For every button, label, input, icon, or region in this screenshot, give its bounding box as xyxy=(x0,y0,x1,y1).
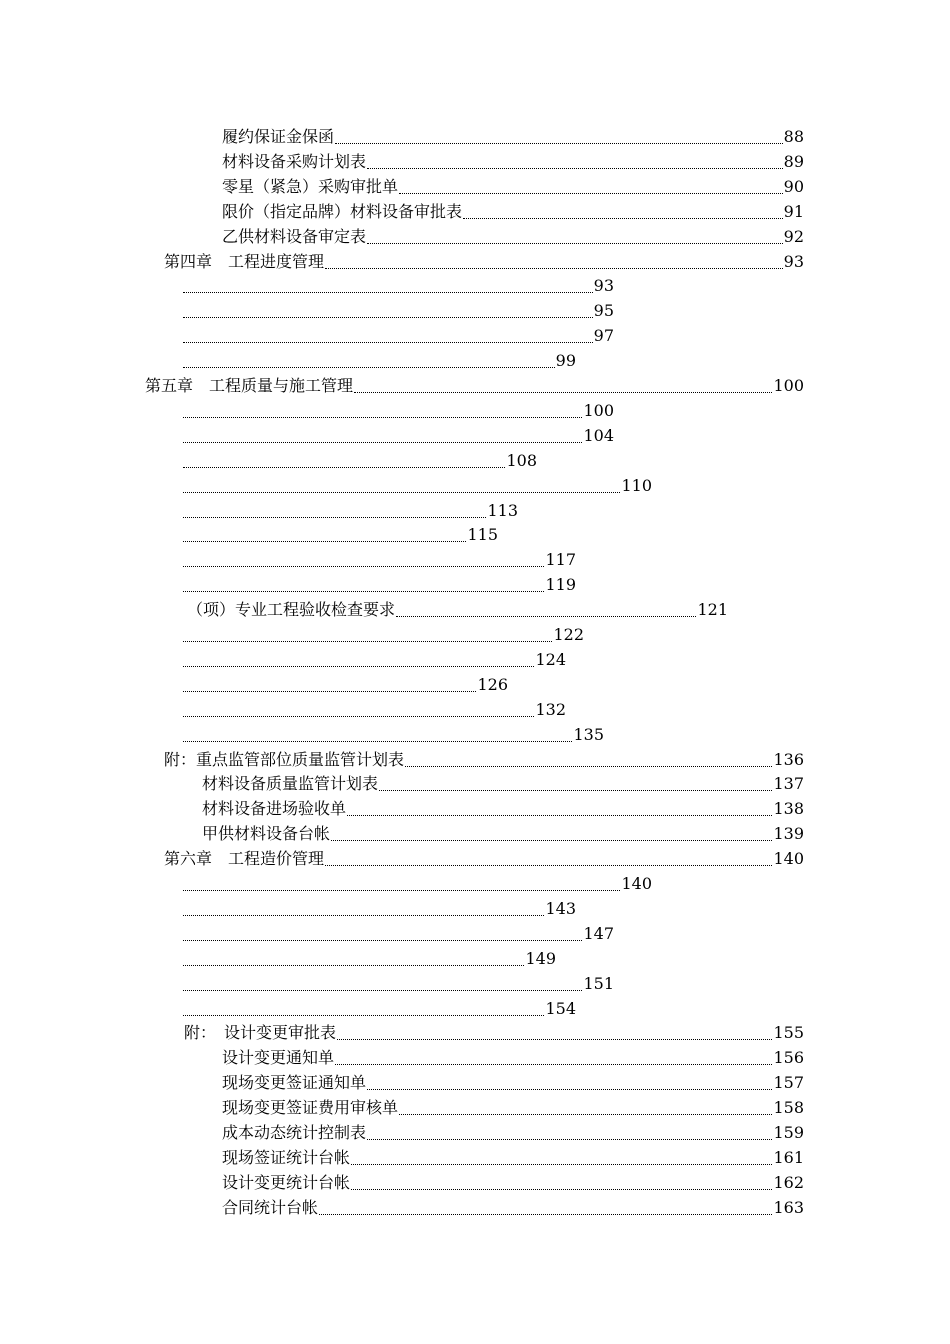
toc-entry[interactable] xyxy=(202,771,804,796)
toc-entry-title: 材料设备进场验收单 xyxy=(202,799,347,819)
toc-dot-leader xyxy=(183,292,593,293)
toc-dot-leader xyxy=(183,342,593,343)
toc-dot-leader xyxy=(183,367,555,368)
toc-dot-leader xyxy=(183,442,582,443)
toc-entry-title: 设计变更通知单 xyxy=(222,1048,335,1068)
toc-entry-page-number: 100 xyxy=(773,376,804,395)
toc-dot-leader xyxy=(183,467,505,468)
toc-entry[interactable] xyxy=(182,448,537,473)
toc-dot-leader xyxy=(335,1064,772,1065)
toc-dot-leader xyxy=(367,168,783,169)
toc-entry[interactable] xyxy=(222,149,804,174)
toc-entry-title: 合同统计台帐 xyxy=(222,1197,319,1217)
toc-entry-page-number: 92 xyxy=(783,226,804,246)
toc-entry-page-number: 136 xyxy=(773,749,804,769)
toc-dot-leader xyxy=(183,1015,544,1016)
toc-entry-page-number: 91 xyxy=(783,201,804,221)
toc-entry[interactable] xyxy=(222,1145,804,1170)
toc-entry-page-number: 115 xyxy=(467,525,498,545)
toc-dot-leader xyxy=(183,517,486,518)
toc-entry[interactable] xyxy=(182,547,576,572)
toc-dot-leader xyxy=(367,1089,772,1090)
toc-entry[interactable] xyxy=(182,498,518,523)
toc-entry[interactable] xyxy=(164,249,804,274)
toc-entry-page-number: 117 xyxy=(545,550,576,570)
toc-entry-page-number: 93 xyxy=(593,276,614,296)
toc-entry-title: 成本动态统计控制表 xyxy=(222,1123,367,1142)
toc-entry[interactable] xyxy=(182,672,508,697)
toc-entry-title: 现场变更签证费用审核单 xyxy=(222,1098,399,1118)
toc-entry[interactable] xyxy=(222,1170,804,1195)
toc-entry-page-number: 95 xyxy=(593,301,614,321)
toc-dot-leader xyxy=(335,143,783,144)
toc-dot-leader xyxy=(183,666,534,667)
toc-entry[interactable] xyxy=(222,1045,804,1070)
toc-entry-page-number: 135 xyxy=(573,724,604,744)
toc-entry-title: 乙供材料设备审定表 xyxy=(222,226,367,246)
toc-entry[interactable] xyxy=(164,846,804,871)
toc-entry-title: 限价（指定品牌）材料设备审批表 xyxy=(222,201,463,221)
toc-entry-page-number: 143 xyxy=(545,898,576,918)
toc-entry[interactable] xyxy=(182,921,614,946)
toc-entry-page-number: 162 xyxy=(773,1172,804,1192)
toc-entry[interactable] xyxy=(182,622,584,647)
toc-entry-page-number: 119 xyxy=(545,575,576,595)
toc-entry-page-number: 147 xyxy=(583,923,614,943)
toc-dot-leader xyxy=(399,1114,772,1115)
toc-dot-leader xyxy=(183,417,582,418)
toc-entry-title: 设计变更统计台帐 xyxy=(222,1172,351,1192)
toc-dot-leader xyxy=(183,566,544,567)
toc-entry-page-number: 140 xyxy=(621,874,652,893)
toc-entry-page-number: 90 xyxy=(783,176,804,196)
toc-entry[interactable] xyxy=(222,224,804,249)
toc-entry-title: 零星（紧急）采购审批单 xyxy=(222,176,399,196)
toc-entry-page-number: 88 xyxy=(783,127,804,146)
toc-entry-page-number: 139 xyxy=(773,824,804,844)
toc-entry-page-number: 126 xyxy=(477,674,508,694)
toc-entry-page-number: 158 xyxy=(773,1098,804,1118)
toc-entry[interactable] xyxy=(222,199,804,224)
toc-entry[interactable] xyxy=(182,722,604,747)
toc-entry[interactable] xyxy=(182,871,652,896)
toc-entry-page-number: 110 xyxy=(621,475,652,495)
toc-entry-page-number: 100 xyxy=(583,400,614,420)
toc-entry-title: 现场变更签证通知单 xyxy=(222,1073,367,1093)
toc-entry-title: 材料设备质量监管计划表 xyxy=(202,774,379,794)
toc-entry[interactable] xyxy=(182,522,498,547)
toc-entry-title: 第四章 工程进度管理 xyxy=(164,251,325,271)
toc-dot-leader xyxy=(183,591,544,592)
toc-dot-leader xyxy=(183,492,620,493)
toc-entry[interactable] xyxy=(182,697,566,722)
toc-entry-page-number: 132 xyxy=(535,699,566,719)
toc-entry[interactable] xyxy=(182,896,576,921)
toc-dot-leader xyxy=(183,965,524,966)
toc-entry[interactable] xyxy=(222,1195,804,1220)
toc-entry[interactable] xyxy=(222,1120,804,1145)
toc-entry[interactable] xyxy=(187,597,728,622)
toc-entry[interactable] xyxy=(182,348,576,373)
toc-dot-leader xyxy=(331,840,772,841)
toc-entry-page-number: 155 xyxy=(773,1023,804,1043)
toc-entry[interactable] xyxy=(184,1020,804,1045)
toc-dot-leader xyxy=(183,641,552,642)
toc-entry-page-number: 163 xyxy=(773,1197,804,1217)
toc-dot-leader xyxy=(351,1189,772,1190)
toc-dot-leader xyxy=(183,990,582,991)
toc-dot-leader xyxy=(183,541,466,542)
toc-entry-page-number: 161 xyxy=(773,1147,804,1167)
toc-dot-leader xyxy=(183,940,582,941)
toc-dot-leader xyxy=(354,392,772,393)
toc-dot-leader xyxy=(351,1164,772,1165)
toc-entry[interactable] xyxy=(182,971,614,996)
toc-entry-page-number: 157 xyxy=(773,1073,804,1093)
toc-entry-page-number: 159 xyxy=(773,1123,804,1142)
toc-dot-leader xyxy=(379,790,772,791)
toc-entry-page-number: 121 xyxy=(697,600,728,620)
toc-entry-page-number: 89 xyxy=(783,151,804,171)
toc-entry-title: 附：重点监管部位质量监管计划表 xyxy=(164,749,405,769)
toc-entry[interactable] xyxy=(182,996,576,1021)
toc-entry-page-number: 99 xyxy=(555,351,576,371)
toc-entry-title: 现场签证统计台帐 xyxy=(222,1147,351,1167)
toc-entry[interactable] xyxy=(222,124,804,149)
toc-dot-leader xyxy=(319,1214,772,1215)
toc-dot-leader xyxy=(463,218,783,219)
toc-dot-leader xyxy=(367,243,783,244)
toc-entry-title: 附： 设计变更审批表 xyxy=(184,1023,337,1043)
toc-entry[interactable] xyxy=(182,273,614,298)
toc-dot-leader xyxy=(347,815,772,816)
toc-entry-page-number: 113 xyxy=(487,500,518,520)
toc-entry-page-number: 140 xyxy=(773,849,804,869)
toc-dot-leader xyxy=(405,766,772,767)
toc-entry[interactable] xyxy=(182,398,614,423)
toc-entry[interactable] xyxy=(164,747,804,772)
toc-dot-leader xyxy=(325,865,772,866)
toc-dot-leader xyxy=(183,915,544,916)
toc-dot-leader xyxy=(183,890,620,891)
toc-entry[interactable] xyxy=(182,647,566,672)
toc-entry[interactable] xyxy=(182,946,556,971)
toc-entry[interactable] xyxy=(182,473,652,498)
toc-entry-title: 材料设备采购计划表 xyxy=(222,151,367,171)
toc-entry-page-number: 97 xyxy=(593,326,614,346)
toc-entry[interactable] xyxy=(182,298,614,323)
toc-entry-page-number: 138 xyxy=(773,799,804,819)
toc-dot-leader xyxy=(396,616,696,617)
toc-entry-title: （项）专业工程验收检查要求 xyxy=(187,600,396,620)
toc-entry-page-number: 93 xyxy=(783,251,804,271)
toc-entry[interactable] xyxy=(145,373,804,398)
toc-entry[interactable] xyxy=(222,1070,804,1095)
toc-entry[interactable] xyxy=(202,821,804,846)
toc-entry-page-number: 108 xyxy=(506,450,537,470)
toc-entry-title: 第五章 工程质量与施工管理 xyxy=(145,376,354,395)
toc-entry-title: 履约保证金保函 xyxy=(222,127,335,146)
toc-dot-leader xyxy=(325,268,783,269)
toc-entry-page-number: 124 xyxy=(535,649,566,669)
toc-entry[interactable] xyxy=(182,423,614,448)
toc-entry-page-number: 104 xyxy=(583,425,614,445)
toc-entry-title: 甲供材料设备台帐 xyxy=(202,824,331,844)
toc-entry[interactable] xyxy=(202,796,804,821)
toc-entry-page-number: 149 xyxy=(525,948,556,968)
toc-entry-page-number: 156 xyxy=(773,1048,804,1068)
toc-dot-leader xyxy=(399,193,783,194)
toc-entry[interactable] xyxy=(182,572,576,597)
toc-entry-title: 第六章 工程造价管理 xyxy=(164,849,325,869)
toc-dot-leader xyxy=(183,691,476,692)
toc-entry-page-number: 122 xyxy=(553,625,584,644)
toc-entry[interactable] xyxy=(182,323,614,348)
toc-dot-leader xyxy=(337,1039,772,1040)
toc-entry[interactable] xyxy=(222,1095,804,1120)
toc-entry-page-number: 137 xyxy=(773,774,804,794)
toc-dot-leader xyxy=(183,741,572,742)
toc-entry[interactable] xyxy=(222,174,804,199)
toc-dot-leader xyxy=(183,317,593,318)
toc-dot-leader xyxy=(367,1139,772,1140)
toc-entry-page-number: 151 xyxy=(583,973,614,993)
toc-entry-page-number: 154 xyxy=(545,998,576,1018)
toc-dot-leader xyxy=(183,716,534,717)
